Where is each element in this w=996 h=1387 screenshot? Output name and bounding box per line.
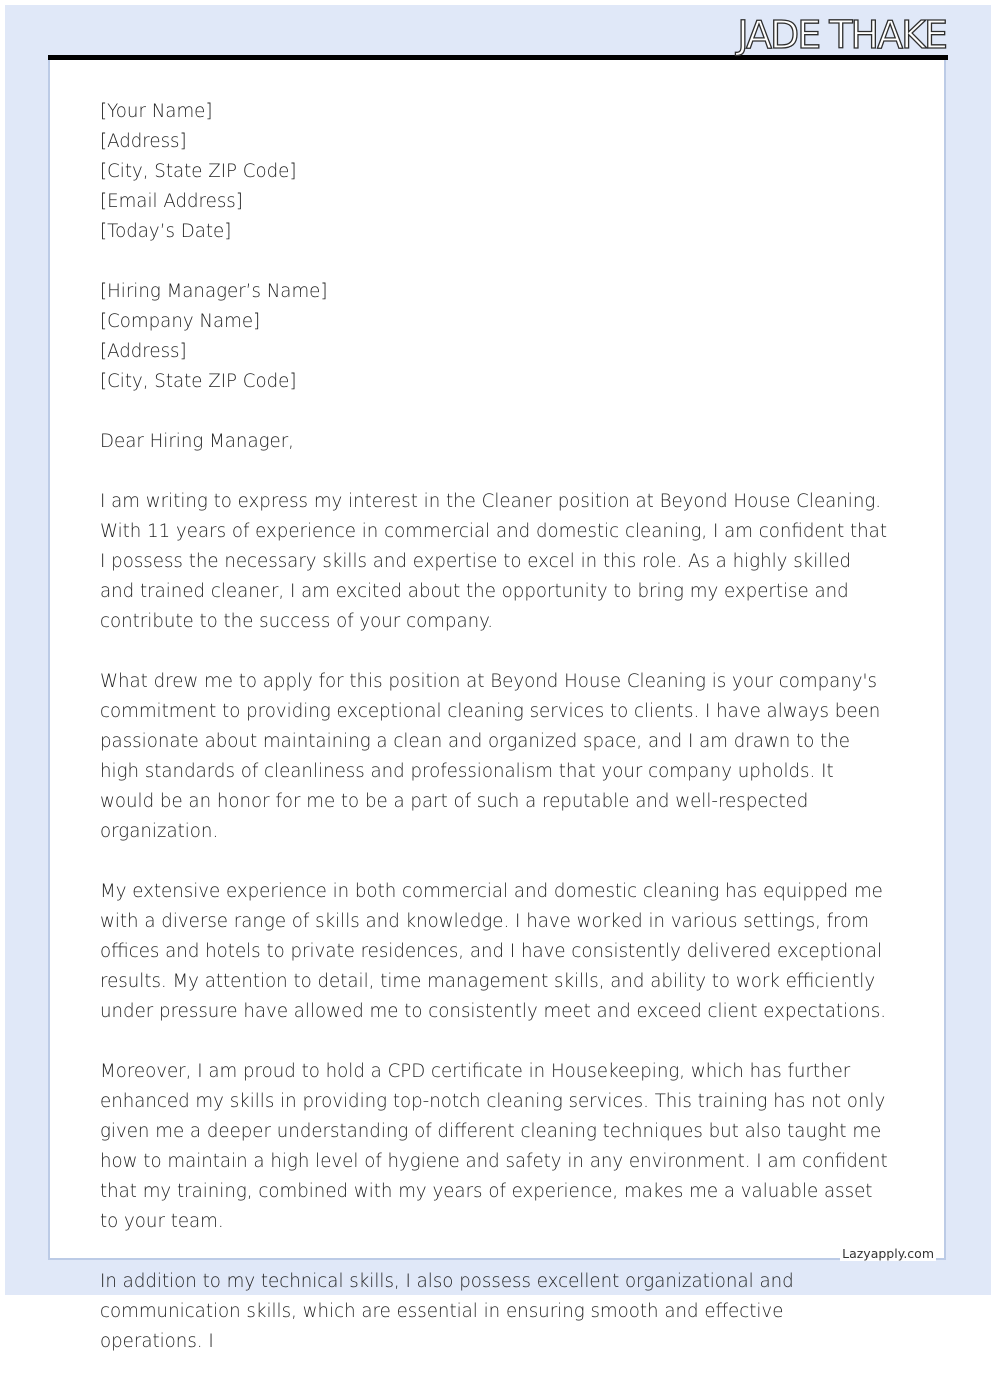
letter-date: [Today’s Date] [100,221,232,242]
sender-block [100,97,900,247]
paragraph-certification: Moreover, I am proud to hold a CPD certificate in Housekeeping, which has further enhanced my skills in providing top-notch cleaning services. This training has not only given me a deeper understanding of different cleaning techniques but also taught me how to maintain a high level of hygiene and safety in any environment. I am confident that my training, combined with my years of experience, makes me a valuable asset to your team. [100,1061,888,1232]
salutation: Dear Hiring Manager, [100,431,294,452]
sender-city-state-zip: [City, State ZIP Code] [100,161,297,182]
applicant-name-title: JADE THAKE [737,13,946,57]
frame-bottom-edge [0,1295,996,1300]
recipient-city-state-zip: [City, State ZIP Code] [100,371,297,392]
recipient-address: [Address] [100,341,187,362]
sender-address: [Address] [100,131,187,152]
sender-name: [Your Name] [100,101,213,122]
paragraph-experience: My extensive experience in both commercial and domestic cleaning has equipped me with a diverse range of skills and knowledge. I have worked in various settings, from offices and hotels to private residences, and I have consistently delivered exceptional results. My attention to detail, time management skills, and ability to work efficiently under pressure have allowed me to consistently meet and exceed client expectations. [100,881,887,1022]
paragraph-soft-skills: In addition to my technical skills, I also possess excellent organizational and communication skills, which are essential in ensuring smooth and effective operations. I [100,1271,794,1352]
spacer [100,247,900,277]
spacer [100,397,900,427]
paragraph-intro: I am writing to express my interest in the Cleaner position at Beyond House Cleaning. With 11 years of experience in commercial and domestic cleaning, I am confident that I possess the necessary skills and expertise to excel in this role. As a highly skilled and trained cleaner, I am excited about the opportunity to bring my expertise and contribute to the success of your company. [100,491,887,632]
cover-letter-body [100,97,900,1387]
recipient-company-name: [Company Name] [100,311,261,332]
sender-email: [Email Address] [100,191,243,212]
recipient-block [100,277,900,397]
recipient-manager-name: [Hiring Manager’s Name] [100,281,328,302]
paragraph-motivation: What drew me to apply for this position at Beyond House Cleaning is your company's commitment to providing exceptional cleaning services to clients. I have always been passionate about maintaining a clean and organized space, and I am drawn to the high standards of cleanliness and professionalism that your company upholds. It would be an honor for me to be a part of such a reputable and well-respected organization. [100,671,881,842]
watermark-link[interactable]: Lazyapply.com [842,1246,934,1261]
